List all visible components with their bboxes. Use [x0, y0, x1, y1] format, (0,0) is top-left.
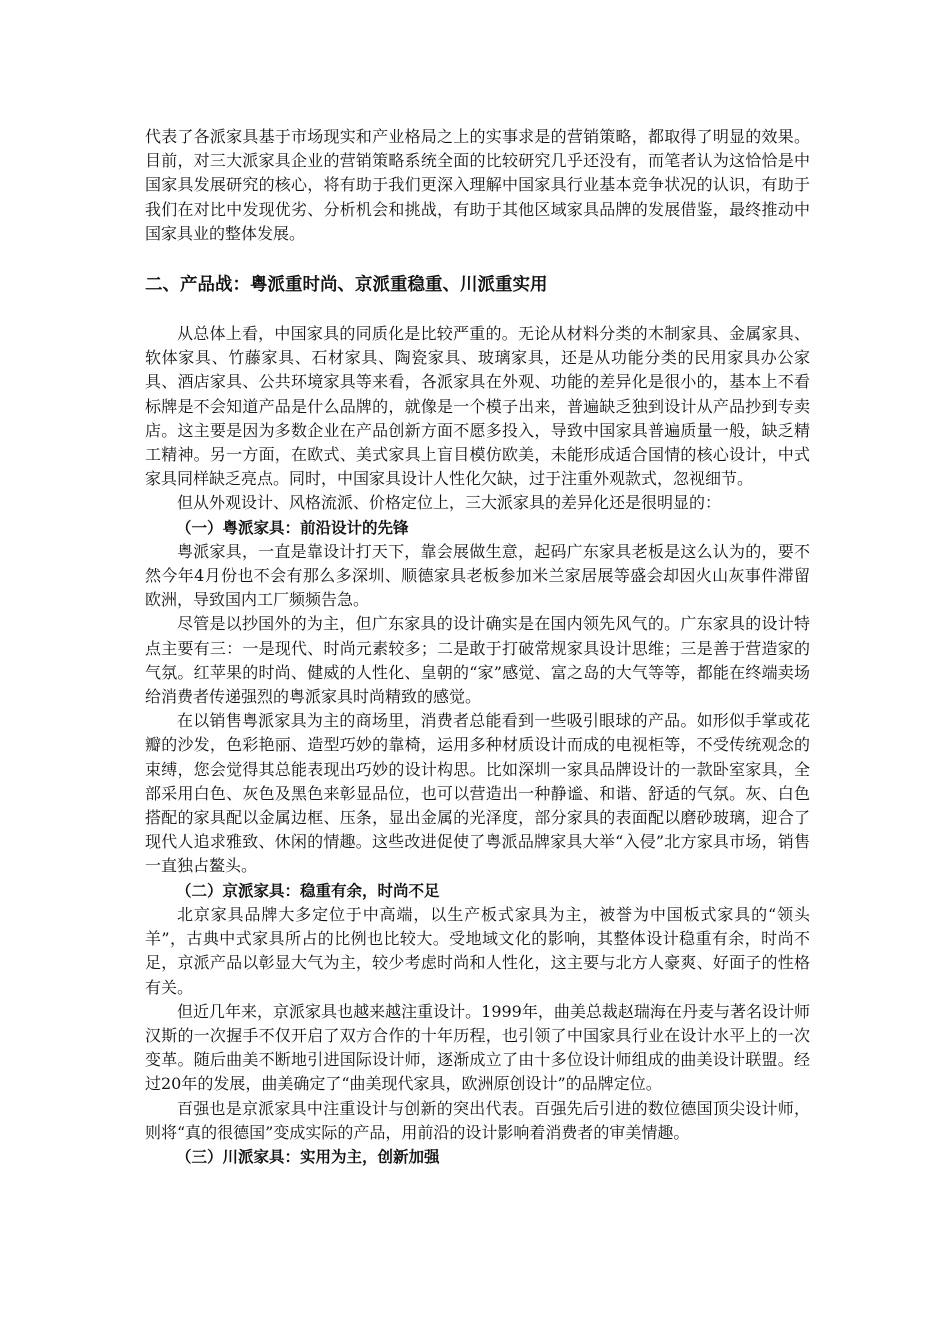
section-heading-product-war: 二、产品战：粤派重时尚、京派重稳重、川派重实用 — [145, 275, 548, 296]
guangdong-paragraph-1: 粤派家具，一直是靠设计打天下，靠会展做生意，起码广东家具老板是这么认为的，要不然今年4月份也不会有那么多深圳、顺德家具老板参加米兰家居展等盛会却因火山灰事件滞留欧洲，导致国内工厂频频告急。 — [145, 541, 810, 610]
subheading-sichuan-furniture: （三）川派家具：实用为主，创新加强 — [176, 1147, 440, 1166]
beijing-paragraph-3: 百强也是京派家具中注重设计与创新的突出代表。百强先后引进的数位德国顶尖设计师，则将“真的很德国”变成实际的产品，用前沿的设计影响着消费者的审美情趣。 — [145, 1098, 810, 1142]
guangdong-paragraph-2: 尽管是以抄国外的为主，但广东家具的设计确实是在国内领先风气的。广东家具的设计特点主要有三：一是现代、时尚元素较多；二是敢于打破常规家具设计思维；三是善于营造家的气氛。红苹果的时尚、健威的人性化、皇朝的“家”感觉、富之岛的大气等等，都能在终端卖场给消费者传递强烈的粤派家具时尚精致的感觉。 — [145, 614, 810, 707]
guangdong-paragraph-3: 在以销售粤派家具为主的商场里，消费者总能看到一些吸引眼球的产品。如形似手掌或花瓣的沙发，色彩艳丽、造型巧妙的靠椅，运用多种材质设计而成的电视柜等，不受传统观念的束缚，您会觉得其总能表现出巧妙的设计构思。比如深圳一家具品牌设计的一款卧室家具，全部采用白色、灰色及黑色来彰显品位，也可以营造出一种静谧、和谐、舒适的气氛。灰、白色搭配的家具配以金属边框、压条，显出金属的光泽度，部分家具的表面配以磨砂玻璃，迎合了现代人追求雅致、休闲的情趣。这些改进促使了粤派品牌家具大举“入侵”北方家具市场，销售一直独占鳌头。 — [145, 711, 810, 876]
subheading-beijing-furniture: （二）京派家具：稳重有余，时尚不足 — [176, 881, 440, 900]
intro-paragraph: 代表了各派家具基于市场现实和产业格局之上的实事求是的营销策略，都取得了明显的效果。目前，对三大派家具企业的营销策略系统全面的比较研究几乎还没有，而笔者认为这恰恰是中国家具发展研究的核心，将有助于我们更深入理解中国家具行业基本竞争状况的认识，有助于我们在对比中发现优劣、分析机会和挑战，有助于其他区域家具品牌的发展借鉴，最终推动中国家具业的整体发展。 — [145, 127, 810, 243]
document-body — [145, 125, 810, 1169]
beijing-paragraph-2: 但近几年来，京派家具也越来越注重设计。1999年，曲美总裁赵瑞海在丹麦与著名设计师汉斯的一次握手不仅开启了双方合作的十年历程，也引领了中国家具行业在设计水平上的一次变革。随后曲美不断地引进国际设计师，逐渐成立了由十多位设计师组成的曲美设计联盟。经过20年的发展，曲美确定了“曲美现代家具，欧洲原创设计”的品牌定位。 — [145, 1001, 810, 1094]
section2-paragraph-2: 但从外观设计、风格流派、价格定位上，三大派家具的差异化还是很明显的： — [177, 493, 722, 513]
section2-paragraph-1: 从总体上看，中国家具的同质化是比较严重的。无论从材料分类的木制家具、金属家具、软体家具、竹藤家具、石材家具、陶瓷家具、玻璃家具，还是从功能分类的民用家具办公家具、酒店家具、公共环境家具等来看，各派家具在外观、功能的差异化是很小的，基本上不看标牌是不会知道产品是什么品牌的，就像是一个模子出来，普遍缺乏独到设计从产品抄到专卖店。这主要是因为多数企业在产品创新方面不愿多投入，导致中国家具普遍质量一般，缺乏精工精神。另一方面，在欧式、美式家具上盲目模仿欧美，未能形成适合国情的核心设计，中式家具同样缺乏亮点。同时，中国家具设计人性化欠缺，过于注重外观款式，忽视细节。 — [145, 324, 810, 489]
beijing-paragraph-1: 北京家具品牌大多定位于中高端，以生产板式家具为主，被誉为中国板式家具的“领头羊”，古典中式家具所占的比例也比较大。受地域文化的影响，其整体设计稳重有余，时尚不足，京派产品以彰显大气为主，较少考虑时尚和人性化，这主要与北方人豪爽、好面子的性格有关。 — [145, 904, 810, 997]
subheading-guangdong-furniture: （一）粤派家具：前沿设计的先锋 — [176, 518, 409, 537]
